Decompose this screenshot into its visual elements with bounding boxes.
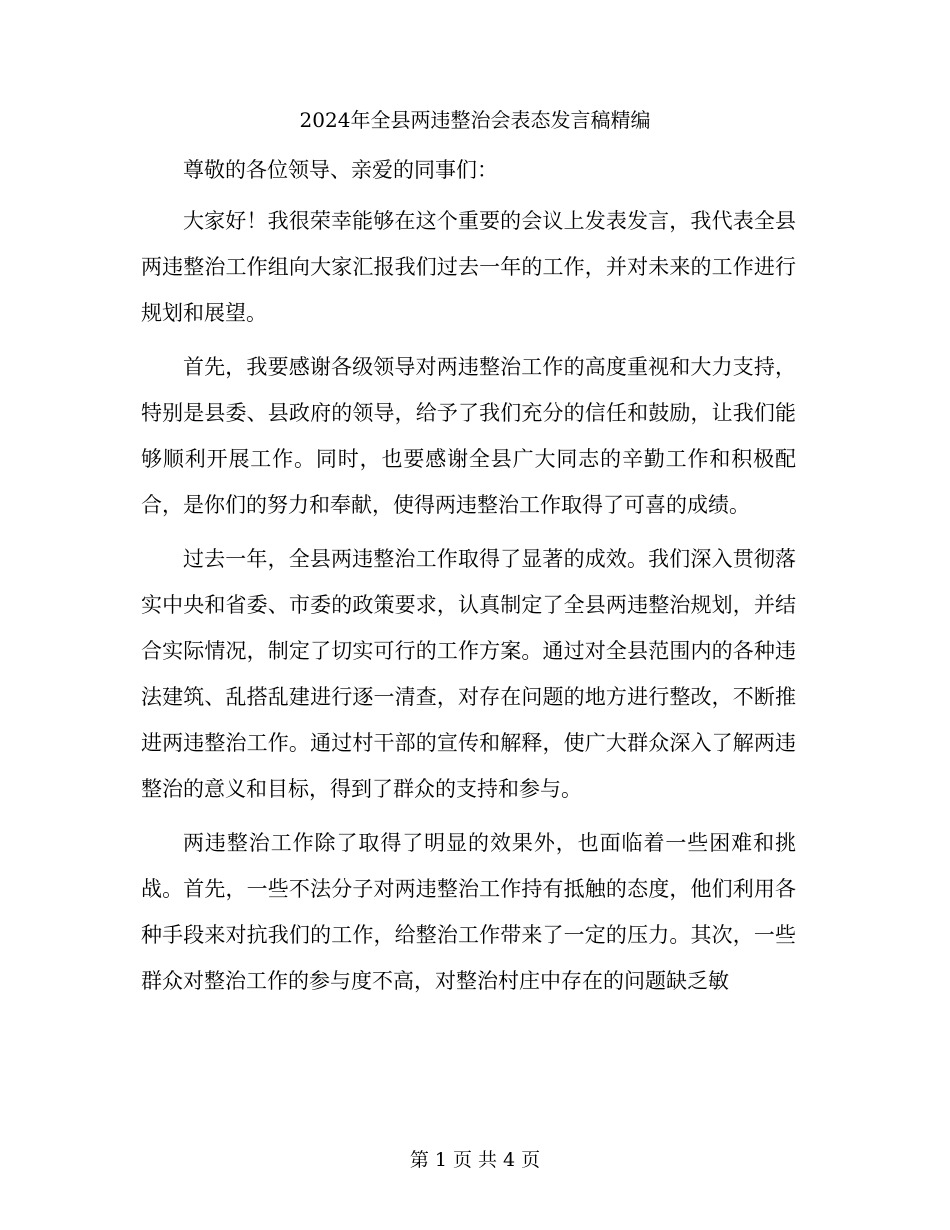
greeting-line: 尊敬的各位领导、亲爱的同事们：	[183, 158, 498, 182]
document-body	[141, 150, 796, 1012]
paragraph-intro: 大家好！我很荣幸能够在这个重要的会议上发表发言，我代表全县两违整治工作组向大家汇报我们过去一年的工作，并对未来的工作进行规划和展望。	[141, 209, 796, 325]
document-title: 2024年全县两违整治会表态发言稿精编	[299, 108, 651, 132]
paragraph-achievements: 过去一年，全县两违整治工作取得了显著的成效。我们深入贯彻落实中央和省委、市委的政策要求，认真制定了全县两违整治规划，并结合实际情况，制定了切实可行的工作方案。通过对全县范围内的各种违法建筑、乱搭乱建进行逐一清查，对存在问题的地方进行整改，不断推进两违整治工作。通过村干部的宣传和解释，使广大群众深入了解两违整治的意义和目标，得到了群众的支持和参与。	[141, 547, 796, 801]
paragraph-challenges: 两违整治工作除了取得了明显的效果外，也面临着一些困难和挑战。首先，一些不法分子对两违整治工作持有抵触的态度，他们利用各种手段来对抗我们的工作，给整治工作带来了一定的压力。其次，一些群众对整治工作的参与度不高，对整治村庄中存在的问题缺乏敏	[141, 831, 796, 993]
page-number-footer: 第 1 页 共 4 页	[409, 1149, 541, 1171]
paragraph-thanks: 首先，我要感谢各级领导对两违整治工作的高度重视和大力支持，特别是县委、县政府的领导，给予了我们充分的信任和鼓励，让我们能够顺利开展工作。同时，也要感谢全县广大同志的辛勤工作和积极配合，是你们的努力和奉献，使得两违整治工作取得了可喜的成绩。	[141, 355, 796, 517]
